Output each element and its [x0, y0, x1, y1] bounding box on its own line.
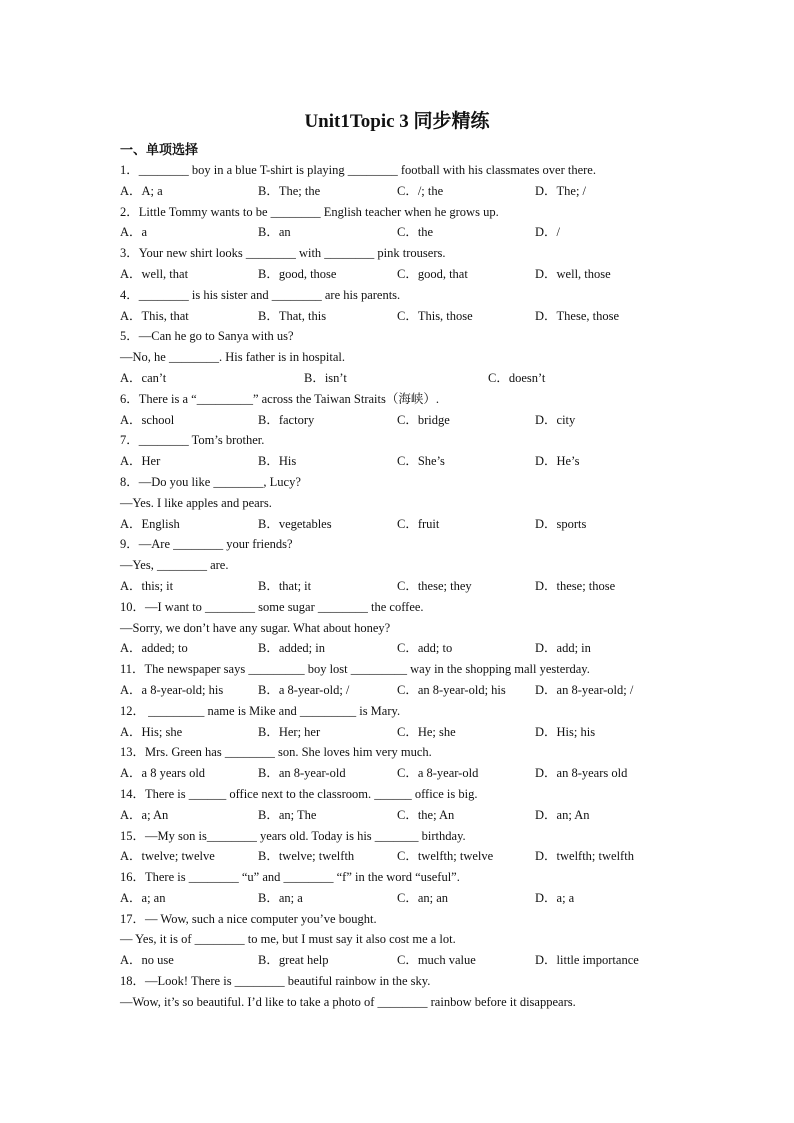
- option-a: A．Her: [120, 454, 161, 469]
- dialogue-line: — Yes, it is of ________ to me, but I must say it also cost me a lot.: [120, 932, 456, 947]
- option-a: A．A; a: [120, 183, 163, 198]
- option-c: C．/; the: [397, 183, 444, 198]
- option-c: C．much value: [397, 953, 476, 968]
- dialogue-line: —No, he ________. His father is in hospital.: [120, 350, 345, 365]
- option-c: C．doesn’t: [488, 370, 546, 385]
- option-b: B．an: [258, 225, 291, 240]
- dialogue-line: —Wow, it’s so beautiful. I’d like to take a photo of ________ rainbow before it disappears.: [120, 994, 576, 1009]
- question-item: [120, 701, 680, 743]
- question-stem: 16．There is ________ “u” and ________ “f” in the word “useful”.: [120, 870, 460, 885]
- option-c: C．She’s: [397, 454, 445, 469]
- option-d: D．a; a: [535, 890, 575, 905]
- option-d: D．The; /: [535, 183, 587, 198]
- question-item: [120, 430, 680, 472]
- option-d: D．twelfth; twelfth: [535, 849, 634, 864]
- question-item: [120, 909, 680, 971]
- option-d: D．an 8-year-old; /: [535, 682, 634, 697]
- question-item: [120, 389, 680, 431]
- option-b: B．good, those: [258, 266, 337, 281]
- question-stem: 13．Mrs. Green has ________ son. She loves him very much.: [120, 745, 432, 760]
- options-row: [120, 638, 680, 659]
- question-stem: 7．________ Tom’s brother.: [120, 433, 265, 448]
- option-b: B．Her; her: [258, 724, 321, 739]
- option-d: D．well, those: [535, 266, 611, 281]
- option-a: A．His; she: [120, 724, 183, 739]
- option-c: C．these; they: [397, 578, 472, 593]
- question-stem: 9．—Are ________ your friends?: [120, 537, 293, 552]
- option-a: A．a 8-year-old; his: [120, 682, 224, 697]
- question-item: [120, 867, 680, 909]
- question-item: [120, 202, 680, 244]
- option-b: B．vegetables: [258, 516, 332, 531]
- option-b: B．isn’t: [304, 370, 347, 385]
- question-stem: 4．________ is his sister and ________ are his parents.: [120, 287, 401, 302]
- page-title: Unit1Topic 3 同步精练: [304, 111, 490, 132]
- question-stem: 2．Little Tommy wants to be ________ English teacher when he grows up.: [120, 204, 499, 219]
- question-item: [120, 326, 680, 388]
- option-a: A．This, that: [120, 308, 189, 323]
- option-a: A．can’t: [120, 370, 167, 385]
- option-c: C．This, those: [397, 308, 473, 323]
- question-item: [120, 472, 680, 534]
- options-row: [120, 410, 680, 431]
- section-heading: 一、单项选择: [120, 143, 199, 158]
- option-d: D．little importance: [535, 953, 639, 968]
- option-c: C．twelfth; twelve: [397, 849, 494, 864]
- option-d: D．these; those: [535, 578, 616, 593]
- option-b: B．twelve; twelfth: [258, 849, 355, 864]
- question-stem: 5．—Can he go to Sanya with us?: [120, 329, 294, 344]
- option-d: D．city: [535, 412, 576, 427]
- option-c: C．He; she: [397, 724, 456, 739]
- question-item: [120, 597, 680, 659]
- options-row: [120, 368, 680, 389]
- option-d: D．He’s: [535, 454, 580, 469]
- option-c: C．an 8-year-old; his: [397, 682, 506, 697]
- option-c: C．bridge: [397, 412, 450, 427]
- option-a: A．well, that: [120, 266, 189, 281]
- question-stem: 12． _________ name is Mike and _________ is Mary.: [120, 703, 401, 718]
- question-item: [120, 285, 680, 327]
- option-d: D．/: [535, 225, 561, 240]
- option-a: A．a; An: [120, 807, 169, 822]
- option-a: A．a: [120, 225, 148, 240]
- options-row: [120, 514, 680, 535]
- options-row: [120, 950, 680, 971]
- option-b: B．added; in: [258, 641, 326, 656]
- options-row: [120, 222, 680, 243]
- option-b: B．an; a: [258, 890, 303, 905]
- question-item: [120, 742, 680, 784]
- option-c: C．good, that: [397, 266, 468, 281]
- option-a: A．English: [120, 516, 180, 531]
- question-stem: 11．The newspaper says _________ boy lost _________ way in the shopping mall yesterday.: [120, 662, 590, 677]
- option-d: D．an 8-years old: [535, 766, 628, 781]
- option-a: A．added; to: [120, 641, 188, 656]
- option-b: B．an; The: [258, 807, 317, 822]
- option-d: D．an; An: [535, 807, 590, 822]
- dialogue-line: —Sorry, we don’t have any sugar. What about honey?: [120, 620, 391, 635]
- question-list: [120, 160, 680, 1013]
- question-item: [120, 971, 680, 1013]
- question-item: [120, 826, 680, 868]
- options-row: [120, 722, 680, 743]
- question-stem: 1．________ boy in a blue T-shirt is playing ________ football with his classmates over there.: [120, 163, 596, 177]
- question-item: [120, 160, 680, 202]
- option-a: A．no use: [120, 953, 174, 968]
- question-stem: 10．—I want to ________ some sugar ________ the coffee.: [120, 599, 424, 614]
- options-row: [120, 805, 680, 826]
- option-b: B．That, this: [258, 308, 327, 323]
- question-stem: 17．— Wow, such a nice computer you’ve bought.: [120, 911, 377, 926]
- options-row: [120, 451, 680, 472]
- options-row: [120, 181, 680, 202]
- question-item: [120, 784, 680, 826]
- option-b: B．a 8-year-old; /: [258, 682, 350, 697]
- option-c: C．an; an: [397, 890, 449, 905]
- option-b: B．great help: [258, 953, 329, 968]
- option-c: C．the; An: [397, 807, 455, 822]
- options-row: [120, 846, 680, 867]
- options-row: [120, 264, 680, 285]
- question-stem: 15．—My son is________ years old. Today is his _______ birthday.: [120, 828, 466, 843]
- option-a: A．twelve; twelve: [120, 849, 215, 864]
- option-a: A．this; it: [120, 578, 174, 593]
- option-c: C．a 8-year-old: [397, 766, 479, 781]
- question-stem: 3．Your new shirt looks ________ with ________ pink trousers.: [120, 246, 446, 261]
- option-b: B．an 8-year-old: [258, 766, 346, 781]
- option-a: A．a 8 years old: [120, 766, 206, 781]
- question-stem: 8．—Do you like ________, Lucy?: [120, 474, 301, 489]
- option-c: C．add; to: [397, 641, 453, 656]
- option-d: D．sports: [535, 516, 587, 531]
- question-item: [120, 659, 680, 701]
- option-d: D．These, those: [535, 308, 620, 323]
- dialogue-line: —Yes, ________ are.: [120, 558, 229, 573]
- options-row: [120, 763, 680, 784]
- options-row: [120, 888, 680, 909]
- dialogue-line: —Yes. I like apples and pears.: [120, 495, 272, 510]
- question-item: [120, 534, 680, 596]
- question-stem: 14．There is ______ office next to the classroom. ______ office is big.: [120, 786, 478, 801]
- option-b: B．factory: [258, 412, 315, 427]
- question-stem: 18．—Look! There is ________ beautiful rainbow in the sky.: [120, 974, 431, 989]
- question-stem: 6．There is a “_________” across the Taiwan Straits（海峡）.: [120, 391, 439, 406]
- option-c: C．the: [397, 225, 434, 240]
- option-b: B．The; the: [258, 183, 321, 198]
- option-b: B．that; it: [258, 578, 312, 593]
- option-a: A．a; an: [120, 890, 166, 905]
- option-a: A．school: [120, 412, 175, 427]
- option-c: C．fruit: [397, 516, 440, 531]
- question-item: [120, 243, 680, 285]
- option-d: D．add; in: [535, 641, 591, 656]
- options-row: [120, 576, 680, 597]
- option-b: B．His: [258, 454, 297, 469]
- options-row: [120, 306, 680, 327]
- options-row: [120, 680, 680, 701]
- option-d: D．His; his: [535, 724, 596, 739]
